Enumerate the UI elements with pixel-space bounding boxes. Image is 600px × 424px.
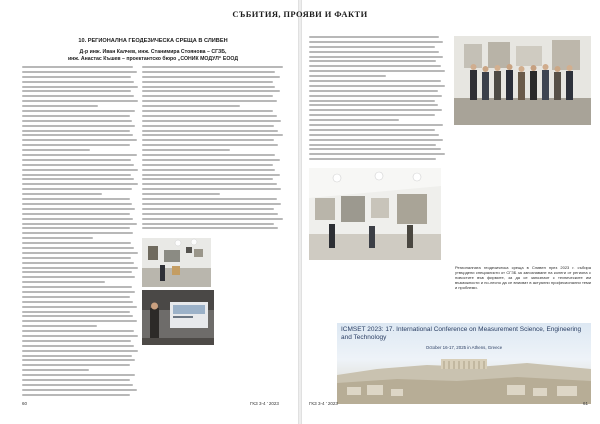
text-line: [22, 198, 130, 200]
text-line: [22, 130, 130, 132]
text-line: [142, 159, 280, 161]
text-line: [22, 311, 130, 313]
text-line: [309, 95, 442, 97]
right-page-number: 61: [583, 401, 589, 406]
text-line: [22, 340, 131, 342]
text-line: [142, 130, 278, 132]
text-line: [22, 350, 138, 352]
text-line: [142, 110, 273, 112]
text-line: [22, 384, 133, 386]
text-line: [22, 306, 137, 308]
text-line: [22, 325, 97, 327]
text-line: [22, 208, 135, 210]
text-line: [22, 359, 135, 361]
conference-title: ICMSET 2023: 17. International Conference on Measurement Science, Engineering and Technology: [341, 326, 582, 341]
text-line: [309, 90, 438, 92]
text-line: [22, 159, 131, 161]
text-line: [22, 369, 89, 371]
text-line: [142, 90, 280, 92]
byline-authors-2: инж. Анастас Къшев – проектантско бюро „СОНИК МОДУЛ“ ЕООД: [67, 55, 239, 62]
text-line: [142, 71, 275, 73]
text-line: [22, 71, 137, 73]
text-line: [142, 86, 275, 88]
text-line: [142, 174, 280, 176]
exhibition-photo: [142, 238, 211, 287]
text-line: [22, 281, 105, 283]
text-line: [142, 188, 281, 190]
text-line: [309, 75, 386, 77]
body-text-column-left: [22, 66, 139, 399]
text-line: [22, 90, 131, 92]
text-line: [309, 41, 443, 43]
text-line: [22, 100, 138, 102]
text-line: [22, 110, 135, 112]
byline-authors-1: Д-р инж. Иван Калчев, инж. Станимира Стоянова – СГЗБ,: [79, 49, 227, 55]
text-line: [22, 144, 130, 146]
text-line: [22, 174, 131, 176]
text-line: [22, 379, 130, 381]
photo-caption: Регионалната геодезическа среща в Сливен през 2023 г. събира утвърдени специалисти от СГЗБ за запознаване на колеги от региона с новостите във фирмите, за да се запознаят с техническите им възможности и по-лесно да се вписват в актуални професионални теми и проблеми.: [455, 265, 591, 290]
text-line: [22, 320, 137, 322]
text-line: [309, 114, 435, 116]
participants-group-photo: [454, 36, 591, 125]
text-line: [22, 286, 132, 288]
text-line: [22, 149, 90, 151]
text-line: [22, 213, 130, 215]
text-line: [142, 203, 281, 205]
text-line: [309, 65, 441, 67]
text-line: [309, 124, 443, 126]
text-line: [309, 56, 443, 58]
text-line: [142, 183, 277, 185]
text-line: [142, 66, 283, 68]
right-issue-label: ГКЗ 3-4 ' 2023: [309, 401, 338, 406]
text-line: [22, 262, 134, 264]
text-line: [22, 105, 98, 107]
text-line: [142, 134, 283, 136]
text-line: [22, 223, 137, 225]
text-line: [22, 374, 135, 376]
text-line: [309, 104, 438, 106]
text-line: [22, 276, 135, 278]
text-line: [142, 213, 278, 215]
article-byline: [22, 49, 284, 62]
text-line: [22, 178, 134, 180]
text-line: [142, 193, 220, 195]
text-line: [309, 36, 439, 38]
text-line: [142, 198, 277, 200]
text-line: [142, 100, 277, 102]
text-line: [22, 120, 132, 122]
text-line: [22, 364, 130, 366]
text-line: [142, 208, 274, 210]
text-line: [22, 330, 134, 332]
text-line: [142, 105, 240, 107]
text-line: [22, 345, 134, 347]
text-line: [309, 129, 435, 131]
text-line: [309, 85, 445, 87]
text-line: [22, 271, 132, 273]
text-line: [22, 242, 131, 244]
text-line: [22, 203, 132, 205]
text-line: [142, 139, 274, 141]
text-line: [142, 164, 273, 166]
text-line: [22, 296, 130, 298]
text-line: [309, 148, 441, 150]
text-line: [22, 237, 93, 239]
text-line: [309, 119, 399, 121]
text-line: [142, 154, 275, 156]
text-line: [309, 158, 436, 160]
left-issue-label: ГКЗ 3-4 ' 2023: [250, 401, 279, 406]
text-line: [22, 188, 132, 190]
text-line: [142, 144, 278, 146]
presentation-photo: [142, 290, 214, 345]
text-line: [22, 218, 133, 220]
text-line: [142, 169, 275, 171]
text-line: [142, 76, 280, 78]
text-line: [22, 389, 137, 391]
text-line: [309, 100, 435, 102]
text-line: [22, 183, 138, 185]
text-line: [22, 252, 138, 254]
text-line: [22, 66, 133, 68]
text-line: [22, 257, 131, 259]
text-line: [22, 355, 132, 357]
section-header: СЪБИТИЯ, ПРОЯВИ И ФАКТИ: [232, 9, 368, 19]
text-line: [309, 70, 445, 72]
text-line: [22, 115, 130, 117]
text-line: [142, 95, 273, 97]
text-line: [309, 109, 442, 111]
text-line: [142, 120, 281, 122]
text-line: [22, 227, 130, 229]
text-line: [309, 134, 439, 136]
body-text-column-right: [309, 36, 446, 163]
text-line: [142, 223, 274, 225]
text-line: [22, 335, 138, 337]
text-line: [142, 227, 278, 229]
text-line: [22, 247, 134, 249]
text-line: [309, 153, 445, 155]
conference-dates: October 16-17, 2025 in Athens, Greece: [425, 345, 503, 350]
article-heading: 10. РЕГИОНАЛНА ГЕОДЕЗИЧЕСКА СРЕЩА В СЛИВЕН: [78, 38, 228, 44]
text-line: [22, 301, 133, 303]
text-line: [142, 81, 273, 83]
text-line: [309, 51, 439, 53]
body-text-column-middle: [142, 66, 284, 232]
conference-hall-photo: [309, 168, 441, 260]
text-line: [309, 144, 436, 146]
text-line: [22, 76, 131, 78]
left-page-number: 60: [22, 401, 28, 406]
text-line: [22, 154, 137, 156]
text-line: [22, 193, 102, 195]
text-line: [309, 60, 436, 62]
text-line: [142, 218, 283, 220]
text-line: [22, 81, 134, 83]
text-line: [142, 115, 277, 117]
text-line: [22, 95, 134, 97]
text-line: [22, 134, 133, 136]
text-line: [22, 125, 135, 127]
text-line: [22, 267, 138, 269]
text-line: [22, 169, 138, 171]
conference-banner: [337, 323, 591, 404]
text-line: [22, 164, 134, 166]
text-line: [309, 46, 435, 48]
text-line: [142, 149, 230, 151]
text-line: [142, 125, 274, 127]
text-line: [22, 315, 133, 317]
text-line: [309, 139, 443, 141]
text-line: [22, 394, 130, 396]
text-line: [309, 80, 441, 82]
text-line: [22, 291, 135, 293]
text-line: [22, 232, 133, 234]
text-line: [22, 86, 138, 88]
text-line: [142, 178, 273, 180]
text-line: [22, 139, 137, 141]
